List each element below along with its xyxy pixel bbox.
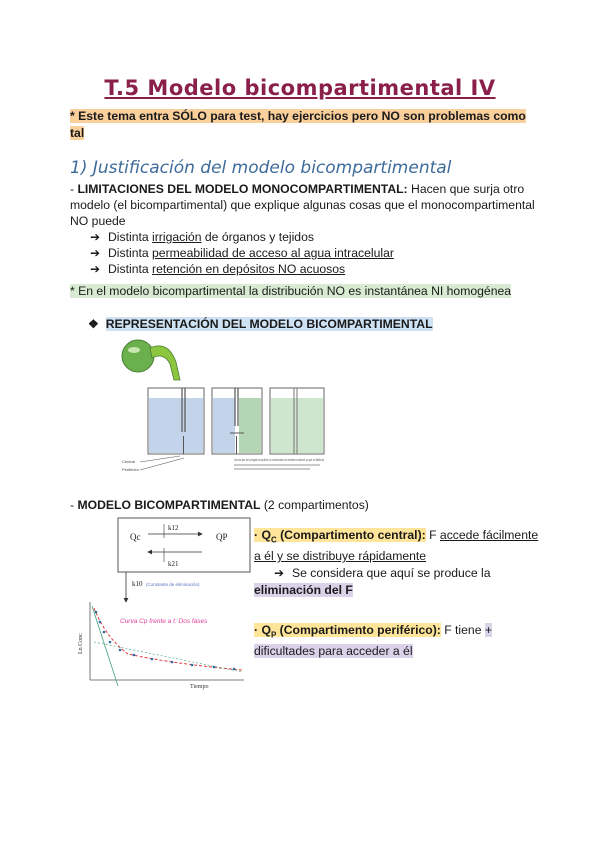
x-axis-label: Tiempo bbox=[190, 684, 209, 690]
elimination-phase-line bbox=[94, 642, 242, 672]
qc-title: · $Q_C$ (Compartimento central): bbox=[254, 528, 426, 545]
lim-bold: LIMITACIONES DEL MODELO MONOCOMPARTIMENTAL: bbox=[77, 182, 408, 196]
distribution-note: * En el modelo bicompartimental la distribución NO es instantánea NI homogénea bbox=[70, 284, 512, 298]
lim-prefix: - bbox=[70, 182, 78, 196]
arrow-icon: ➔ bbox=[90, 262, 101, 276]
arrow-icon: ➔ bbox=[90, 246, 101, 260]
compartment-diagram bbox=[74, 514, 254, 692]
arrow-icon: ➔ bbox=[90, 230, 101, 244]
test-note-text: * Este tema entra SÓLO para test, hay ejercicios pero NO son problemas como tal bbox=[70, 109, 526, 140]
page-title: T.5 Modelo bicompartimental IV bbox=[104, 76, 496, 100]
list-item: ➔ Distinta permeabilidad de acceso al agua intracelular bbox=[90, 246, 394, 260]
section-heading: 1) Justificación del modelo bicompartimental bbox=[70, 158, 452, 178]
y-axis-label: Ln Conc bbox=[78, 633, 84, 654]
beaker-liquid bbox=[149, 398, 203, 453]
figure-caption: Una vez que se ha llegado al equilibrio, la concentración se mantiene constante, ya que se distribuye bbox=[234, 458, 325, 462]
list-item: ➔ Distinta irrigación de órganos y tejidos bbox=[90, 230, 314, 244]
limitations-paragraph bbox=[70, 181, 540, 277]
k10-label: k10 bbox=[132, 580, 143, 588]
k12-label: k12 bbox=[168, 524, 179, 532]
qp-title: · $Q_P$ (Compartimento periférico): bbox=[254, 623, 441, 640]
qc-label: Qc bbox=[130, 532, 141, 542]
list-item: ➔ Distinta retención en depósitos NO acuosos bbox=[90, 262, 346, 276]
modelo-heading: - MODELO BICOMPARTIMENTAL (2 compartimentos) bbox=[70, 498, 369, 512]
lim-rest: Hacen que surja otro modelo (el bicompartimental) que explique algunas cosas que el monocompartimental NO puede bbox=[70, 182, 535, 228]
representation-heading: ❖ REPRESENTACIÓN DEL MODELO BICOMPARTIMENTAL bbox=[88, 317, 433, 331]
test-note bbox=[70, 108, 528, 142]
arrow-icon: ➔ bbox=[274, 566, 285, 581]
bullet-list bbox=[90, 229, 540, 277]
list-item: ➔ Se considera que aquí se produce la bbox=[274, 566, 491, 581]
elimination-text: eliminación del F bbox=[254, 583, 353, 598]
qp-label: QP bbox=[216, 532, 228, 542]
qc-description: · $Q_C$ (Compartimento central): F accede fácilmente a él y se distribuye rápidamente ➔ Se considera que aquí se produce la eliminación del F bbox=[254, 527, 544, 599]
label-periph: Periférico bbox=[122, 467, 139, 472]
k10-note: (Constante de eliminación) bbox=[146, 582, 200, 587]
k21-label: k21 bbox=[168, 560, 179, 568]
label-central: Central bbox=[122, 459, 135, 464]
qp-description: · $Q_P$ (Compartimento periférico): F tiene + dificultades para acceder a él bbox=[254, 623, 492, 659]
beakers-figure bbox=[110, 336, 330, 480]
flask-icon bbox=[122, 340, 154, 372]
curve-label: Curva Cp frente a t: Dos fases bbox=[120, 618, 208, 625]
diamond-bullet-icon: ❖ bbox=[88, 317, 99, 331]
